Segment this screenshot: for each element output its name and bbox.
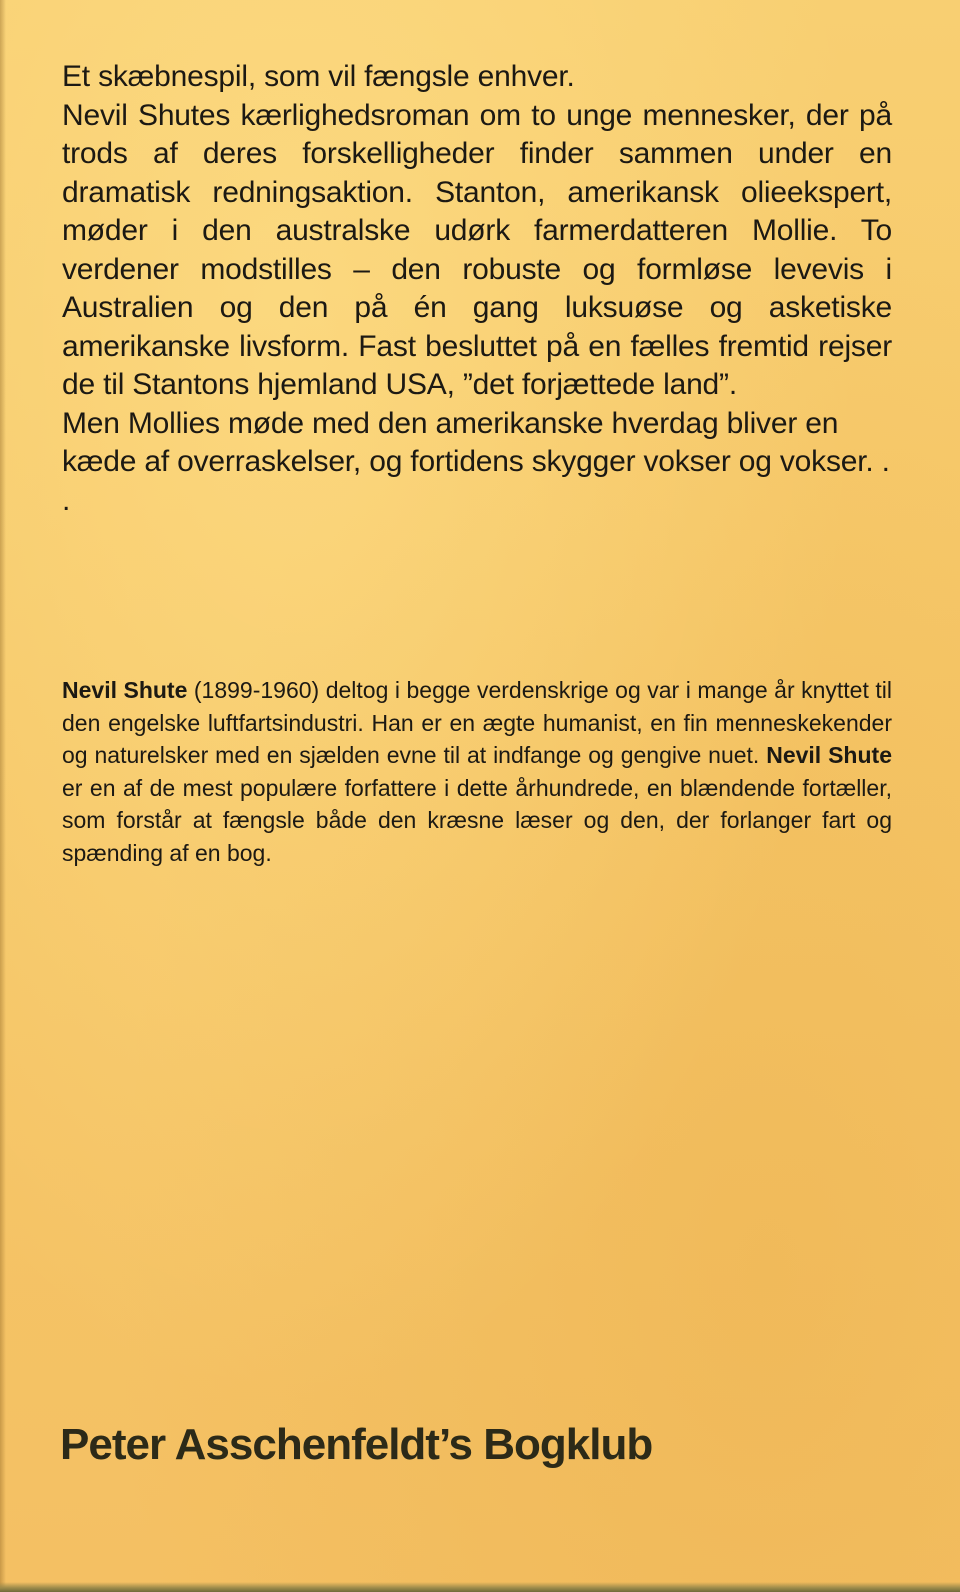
- author-bio-text: (1899-1960) deltog i begge verdenskrige og var i mange år knyttet til den engelske luftfartsindustri. Han er en ægte humanist, en fin menneskekender og naturelsker med en sjælden evne til at indfange og gengive nuet.: [62, 677, 892, 768]
- author-name: Nevil Shute: [62, 677, 188, 703]
- blurb-teaser: Men Mollies møde med den amerikanske hverdag bliver en kæde af overraskelser, og fortidens skygger vokser og vokser. . .: [62, 406, 890, 517]
- blurb-section: [62, 58, 892, 520]
- blurb-summary: Nevil Shutes kærlighedsroman om to unge mennesker, der på trods af deres forskelligheder finder sammen under en dramatisk redningsaktion. Stanton, amerikansk olieekspert, møder i den australske udørk farmerdatteren Mollie. To verdener modstilles – den robuste og formløse levevis i Australien og den på én gang luksuøse og asketiske amerikanske livsform. Fast besluttet på en fælles fremtid rejser de til Stantons hjemland USA, ”det forjættede land”.: [62, 98, 892, 401]
- author-bio-paragraph: [62, 674, 892, 869]
- author-bio-section: [62, 674, 892, 869]
- cover-bottom-edge: [0, 1582, 960, 1592]
- cover-left-edge-shadow: [0, 0, 6, 1592]
- blurb-tagline: Et skæbnespil, som vil fængsle enhver.: [62, 60, 575, 93]
- publisher-name: Peter Asschenfeldt’s Bogklub: [60, 1420, 653, 1469]
- author-bio-text: er en af de mest populære forfattere i dette århundrede, en blændende fortæller, som forstår at fængsle både den kræsne læser og den, der forlanger fart og spænding af en bog.: [62, 774, 892, 866]
- author-name: Nevil Shute: [766, 742, 892, 768]
